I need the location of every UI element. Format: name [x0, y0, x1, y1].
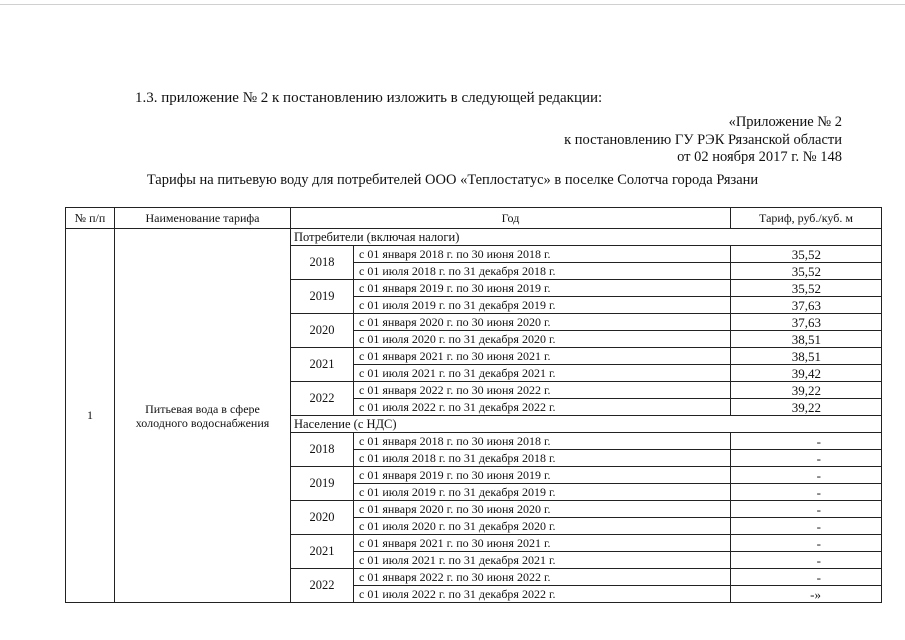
year-cell: 2021 — [291, 535, 354, 569]
tariff-value-cell: 38,51 — [731, 348, 882, 365]
period-cell: с 01 января 2022 г. по 30 июня 2022 г. — [354, 569, 731, 586]
year-cell: 2022 — [291, 569, 354, 603]
period-cell: с 01 июля 2022 г. по 31 декабря 2022 г. — [354, 586, 731, 603]
period-cell: с 01 июля 2019 г. по 31 декабря 2019 г. — [354, 297, 731, 314]
tariff-value-cell: - — [731, 433, 882, 450]
table-header-row — [66, 208, 882, 229]
period-cell: с 01 июля 2020 г. по 31 декабря 2020 г. — [354, 331, 731, 348]
period-cell: с 01 июля 2020 г. по 31 декабря 2020 г. — [354, 518, 731, 535]
tariff-value-cell: 35,52 — [731, 280, 882, 297]
period-cell: с 01 июля 2018 г. по 31 декабря 2018 г. — [354, 450, 731, 467]
year-cell: 2019 — [291, 280, 354, 314]
period-cell: с 01 января 2019 г. по 30 июня 2019 г. — [354, 467, 731, 484]
tariff-name: Питьевая вода в сфере холодного водоснабжения — [115, 229, 291, 603]
table-body — [66, 229, 882, 603]
tariff-value-cell: - — [731, 467, 882, 484]
appendix-header — [564, 114, 842, 167]
period-cell: с 01 января 2021 г. по 30 июня 2021 г. — [354, 535, 731, 552]
period-cell: с 01 января 2018 г. по 30 июня 2018 г. — [354, 246, 731, 263]
year-cell: 2020 — [291, 501, 354, 535]
appendix-line-3: от 02 ноября 2017 г. № 148 — [677, 149, 842, 165]
tariff-value-cell: - — [731, 535, 882, 552]
header-name: Наименование тарифа — [115, 208, 291, 229]
tariff-value-cell: - — [731, 484, 882, 501]
period-cell: с 01 июля 2019 г. по 31 декабря 2019 г. — [354, 484, 731, 501]
period-cell: с 01 июля 2021 г. по 31 декабря 2021 г. — [354, 365, 731, 382]
tariff-value-cell: -» — [731, 586, 882, 603]
appendix-line-2: к постановлению ГУ РЭК Рязанской области — [564, 131, 842, 148]
group-label: Население (с НДС) — [291, 416, 882, 433]
tariff-table — [65, 207, 882, 603]
tariff-value-cell: - — [731, 450, 882, 467]
period-cell: с 01 июля 2022 г. по 31 декабря 2022 г. — [354, 399, 731, 416]
header-year: Год — [291, 208, 731, 229]
tariff-value-cell: 39,22 — [731, 399, 882, 416]
period-cell: с 01 января 2021 г. по 30 июня 2021 г. — [354, 348, 731, 365]
year-cell: 2022 — [291, 382, 354, 416]
page-top-edge — [0, 0, 905, 5]
intro-paragraph: 1.3. приложение № 2 к постановлению изложить в следующей редакции: — [135, 90, 603, 106]
period-cell: с 01 июля 2021 г. по 31 декабря 2021 г. — [354, 552, 731, 569]
tariff-value-cell: 37,63 — [731, 297, 882, 314]
period-cell: с 01 января 2019 г. по 30 июня 2019 г. — [354, 280, 731, 297]
period-cell: с 01 января 2020 г. по 30 июня 2020 г. — [354, 314, 731, 331]
period-cell: с 01 января 2018 г. по 30 июня 2018 г. — [354, 433, 731, 450]
document-title: Тарифы на питьевую воду для потребителей ООО «Теплостатус» в поселке Солотча города Рязани — [146, 172, 759, 188]
year-cell: 2018 — [291, 433, 354, 467]
tariff-value-cell: 35,52 — [731, 246, 882, 263]
period-cell: с 01 января 2020 г. по 30 июня 2020 г. — [354, 501, 731, 518]
year-cell: 2021 — [291, 348, 354, 382]
tariff-value-cell: - — [731, 552, 882, 569]
tariff-value-cell: - — [731, 501, 882, 518]
year-cell: 2018 — [291, 246, 354, 280]
tariff-value-cell: 39,42 — [731, 365, 882, 382]
row-number: 1 — [66, 229, 115, 603]
header-num: № п/п — [66, 208, 115, 229]
tariff-value-cell: 35,52 — [731, 263, 882, 280]
tariff-value-cell: 38,51 — [731, 331, 882, 348]
year-cell: 2020 — [291, 314, 354, 348]
tariff-value-cell: - — [731, 518, 882, 535]
year-cell: 2019 — [291, 467, 354, 501]
tariff-value-cell: 39,22 — [731, 382, 882, 399]
tariff-value-cell: 37,63 — [731, 314, 882, 331]
period-cell: с 01 июля 2018 г. по 31 декабря 2018 г. — [354, 263, 731, 280]
appendix-line-1: «Приложение № 2 — [728, 114, 842, 130]
group-row — [66, 229, 882, 246]
period-cell: с 01 января 2022 г. по 30 июня 2022 г. — [354, 382, 731, 399]
header-tariff: Тариф, руб./куб. м — [731, 208, 882, 229]
group-label: Потребители (включая налоги) — [291, 229, 882, 246]
tariff-value-cell: - — [731, 569, 882, 586]
